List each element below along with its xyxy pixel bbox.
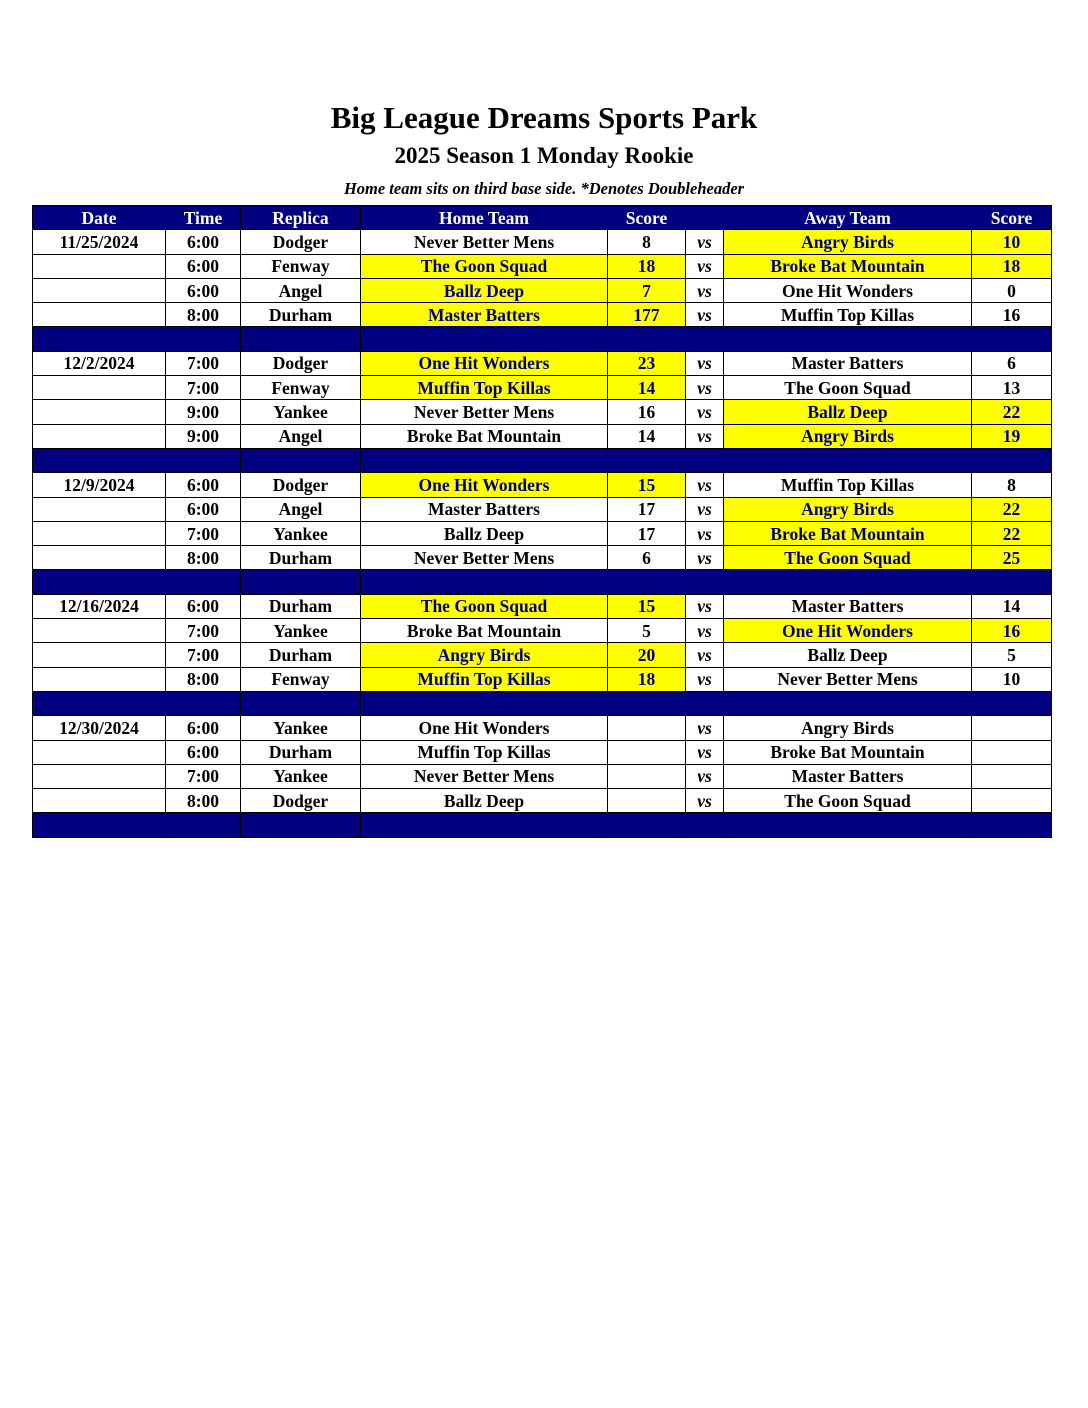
date-cell [33,376,166,400]
week-separator-row [33,813,1052,837]
date-cell [33,521,166,545]
away-score-cell: 22 [972,400,1052,424]
vs-label: vs [686,764,724,788]
vs-label: vs [686,789,724,813]
table-row [33,230,1052,254]
table-row [33,400,1052,424]
home-score-cell [608,764,686,788]
time-cell: 6:00 [166,594,241,618]
separator-cell [686,448,724,472]
replica-cell: Dodger [241,789,361,813]
away-score-cell [972,716,1052,740]
away-team-cell: Ballz Deep [724,400,972,424]
table-row [33,303,1052,327]
separator-cell [361,813,608,837]
time-cell: 7:00 [166,643,241,667]
home-team-cell: Master Batters [361,303,608,327]
date-cell [33,400,166,424]
separator-cell [686,327,724,351]
week-separator-row [33,448,1052,472]
away-score-cell: 5 [972,643,1052,667]
vs-label: vs [686,740,724,764]
home-team-cell: Muffin Top Killas [361,740,608,764]
separator-cell [166,813,241,837]
replica-cell: Yankee [241,400,361,424]
vs-label: vs [686,303,724,327]
separator-cell [686,813,724,837]
schedule-body [33,230,1052,837]
separator-cell [608,691,686,715]
date-cell: 12/30/2024 [33,716,166,740]
separator-cell [33,813,166,837]
time-cell: 7:00 [166,376,241,400]
col-header-vs [686,206,724,230]
home-score-cell: 17 [608,521,686,545]
col-header-date: Date [33,206,166,230]
time-cell: 6:00 [166,254,241,278]
time-cell: 7:00 [166,764,241,788]
away-team-cell: Broke Bat Mountain [724,254,972,278]
away-team-cell: Angry Birds [724,716,972,740]
vs-label: vs [686,546,724,570]
separator-cell [686,691,724,715]
home-score-cell [608,789,686,813]
away-score-cell: 14 [972,594,1052,618]
vs-label: vs [686,376,724,400]
separator-cell [166,327,241,351]
date-cell [33,764,166,788]
away-score-cell: 18 [972,254,1052,278]
vs-label: vs [686,230,724,254]
time-cell: 6:00 [166,278,241,302]
date-cell [33,546,166,570]
vs-label: vs [686,594,724,618]
home-score-cell [608,740,686,764]
time-cell: 7:00 [166,351,241,375]
time-cell: 9:00 [166,424,241,448]
page-title: Big League Dreams Sports Park [330,100,758,135]
vs-label: vs [686,400,724,424]
replica-cell: Dodger [241,230,361,254]
date-cell [33,303,166,327]
replica-cell: Durham [241,546,361,570]
home-team-cell: Angry Birds [361,643,608,667]
separator-cell [33,691,166,715]
table-row [33,497,1052,521]
time-cell: 7:00 [166,521,241,545]
separator-cell [724,813,972,837]
separator-cell [608,570,686,594]
home-team-cell: Muffin Top Killas [361,667,608,691]
replica-cell: Fenway [241,376,361,400]
separator-cell [241,327,361,351]
time-cell: 6:00 [166,740,241,764]
separator-cell [361,448,608,472]
col-header-home-team: Home Team [361,206,608,230]
home-score-cell [608,716,686,740]
home-score-cell: 5 [608,619,686,643]
col-header-replica: Replica [241,206,361,230]
time-cell: 8:00 [166,789,241,813]
table-row [33,351,1052,375]
home-team-cell: Broke Bat Mountain [361,424,608,448]
separator-cell [724,327,972,351]
separator-cell [361,691,608,715]
schedule-table [32,205,1052,838]
week-separator-row [33,570,1052,594]
away-team-cell: The Goon Squad [724,546,972,570]
table-row [33,740,1052,764]
home-team-cell: Ballz Deep [361,789,608,813]
table-row [33,254,1052,278]
separator-cell [166,448,241,472]
separator-cell [724,691,972,715]
replica-cell: Durham [241,303,361,327]
home-score-cell: 15 [608,594,686,618]
away-score-cell: 22 [972,497,1052,521]
home-score-cell: 15 [608,473,686,497]
time-cell: 8:00 [166,303,241,327]
away-team-cell: Angry Birds [724,497,972,521]
away-team-cell: Angry Birds [724,424,972,448]
replica-cell: Yankee [241,716,361,740]
separator-cell [608,327,686,351]
time-cell: 6:00 [166,497,241,521]
vs-label: vs [686,497,724,521]
table-row [33,764,1052,788]
separator-cell [241,813,361,837]
separator-cell [241,448,361,472]
vs-label: vs [686,254,724,278]
separator-cell [33,327,166,351]
away-team-cell: Never Better Mens [724,667,972,691]
col-header-away-team: Away Team [724,206,972,230]
replica-cell: Angel [241,497,361,521]
separator-cell [166,691,241,715]
date-cell [33,424,166,448]
away-team-cell: One Hit Wonders [724,619,972,643]
away-team-cell: Muffin Top Killas [724,473,972,497]
home-team-cell: One Hit Wonders [361,351,608,375]
table-row [33,716,1052,740]
table-row [33,473,1052,497]
page-subtitle: 2025 Season 1 Monday Rookie [394,143,694,168]
home-score-cell: 18 [608,667,686,691]
away-score-cell [972,764,1052,788]
vs-label: vs [686,643,724,667]
away-team-cell: Master Batters [724,594,972,618]
vs-label: vs [686,667,724,691]
home-team-cell: Never Better Mens [361,546,608,570]
home-score-cell: 7 [608,278,686,302]
col-header-time: Time [166,206,241,230]
home-team-cell: The Goon Squad [361,594,608,618]
vs-label: vs [686,473,724,497]
replica-cell: Durham [241,594,361,618]
home-team-cell: Master Batters [361,497,608,521]
away-team-cell: The Goon Squad [724,376,972,400]
replica-cell: Dodger [241,473,361,497]
away-score-cell: 0 [972,278,1052,302]
table-row [33,376,1052,400]
time-cell: 8:00 [166,667,241,691]
away-score-cell: 25 [972,546,1052,570]
separator-cell [361,327,608,351]
time-cell: 7:00 [166,619,241,643]
date-cell [33,667,166,691]
separator-cell [608,448,686,472]
date-cell [33,497,166,521]
vs-label: vs [686,619,724,643]
home-score-cell: 16 [608,400,686,424]
away-score-cell [972,789,1052,813]
home-score-cell: 14 [608,424,686,448]
home-score-cell: 18 [608,254,686,278]
separator-cell [686,570,724,594]
replica-cell: Yankee [241,764,361,788]
away-team-cell: Master Batters [724,764,972,788]
home-team-cell: The Goon Squad [361,254,608,278]
table-row [33,643,1052,667]
vs-label: vs [686,278,724,302]
separator-cell [724,570,972,594]
date-cell [33,619,166,643]
away-score-cell: 19 [972,424,1052,448]
replica-cell: Angel [241,424,361,448]
away-team-cell: The Goon Squad [724,789,972,813]
replica-cell: Fenway [241,667,361,691]
replica-cell: Yankee [241,521,361,545]
table-row [33,594,1052,618]
replica-cell: Fenway [241,254,361,278]
away-team-cell: One Hit Wonders [724,278,972,302]
date-cell: 12/2/2024 [33,351,166,375]
home-score-cell: 8 [608,230,686,254]
separator-cell [166,570,241,594]
time-cell: 6:00 [166,716,241,740]
away-score-cell: 16 [972,303,1052,327]
away-team-cell: Broke Bat Mountain [724,521,972,545]
separator-cell [972,448,1052,472]
date-cell: 11/25/2024 [33,230,166,254]
home-score-cell: 177 [608,303,686,327]
separator-cell [972,570,1052,594]
week-separator-row [33,327,1052,351]
home-score-cell: 23 [608,351,686,375]
replica-cell: Angel [241,278,361,302]
home-team-cell: One Hit Wonders [361,473,608,497]
time-cell: 9:00 [166,400,241,424]
col-header-home-score: Score [608,206,686,230]
home-score-cell: 17 [608,497,686,521]
time-cell: 8:00 [166,546,241,570]
table-row [33,619,1052,643]
replica-cell: Yankee [241,619,361,643]
home-score-cell: 6 [608,546,686,570]
away-score-cell: 13 [972,376,1052,400]
home-team-cell: Muffin Top Killas [361,376,608,400]
separator-cell [361,570,608,594]
separator-cell [972,813,1052,837]
away-team-cell: Master Batters [724,351,972,375]
vs-label: vs [686,351,724,375]
date-cell [33,278,166,302]
col-header-away-score: Score [972,206,1052,230]
separator-cell [724,448,972,472]
home-team-cell: Never Better Mens [361,230,608,254]
home-team-cell: Never Better Mens [361,764,608,788]
away-score-cell: 22 [972,521,1052,545]
home-team-cell: One Hit Wonders [361,716,608,740]
vs-label: vs [686,521,724,545]
away-score-cell: 10 [972,230,1052,254]
date-cell [33,254,166,278]
schedule-note: Home team sits on third base side. *Denotes Doubleheader [343,179,745,198]
date-cell: 12/9/2024 [33,473,166,497]
separator-cell [972,691,1052,715]
away-team-cell: Broke Bat Mountain [724,740,972,764]
table-row [33,278,1052,302]
home-team-cell: Ballz Deep [361,278,608,302]
separator-cell [33,570,166,594]
home-score-cell: 20 [608,643,686,667]
away-score-cell: 10 [972,667,1052,691]
separator-cell [608,813,686,837]
date-cell [33,643,166,667]
table-row [33,546,1052,570]
home-score-cell: 14 [608,376,686,400]
vs-label: vs [686,424,724,448]
away-team-cell: Muffin Top Killas [724,303,972,327]
table-row [33,789,1052,813]
table-row [33,667,1052,691]
home-team-cell: Ballz Deep [361,521,608,545]
replica-cell: Durham [241,740,361,764]
date-cell: 12/16/2024 [33,594,166,618]
home-team-cell: Broke Bat Mountain [361,619,608,643]
time-cell: 6:00 [166,230,241,254]
separator-cell [972,327,1052,351]
time-cell: 6:00 [166,473,241,497]
date-cell [33,740,166,764]
table-row [33,424,1052,448]
replica-cell: Dodger [241,351,361,375]
replica-cell: Durham [241,643,361,667]
table-row [33,521,1052,545]
separator-cell [33,448,166,472]
away-score-cell: 8 [972,473,1052,497]
separator-cell [241,691,361,715]
table-header-row [33,206,1052,230]
vs-label: vs [686,716,724,740]
home-team-cell: Never Better Mens [361,400,608,424]
week-separator-row [33,691,1052,715]
away-score-cell: 16 [972,619,1052,643]
away-score-cell: 6 [972,351,1052,375]
away-team-cell: Angry Birds [724,230,972,254]
date-cell [33,789,166,813]
separator-cell [241,570,361,594]
away-team-cell: Ballz Deep [724,643,972,667]
away-score-cell [972,740,1052,764]
